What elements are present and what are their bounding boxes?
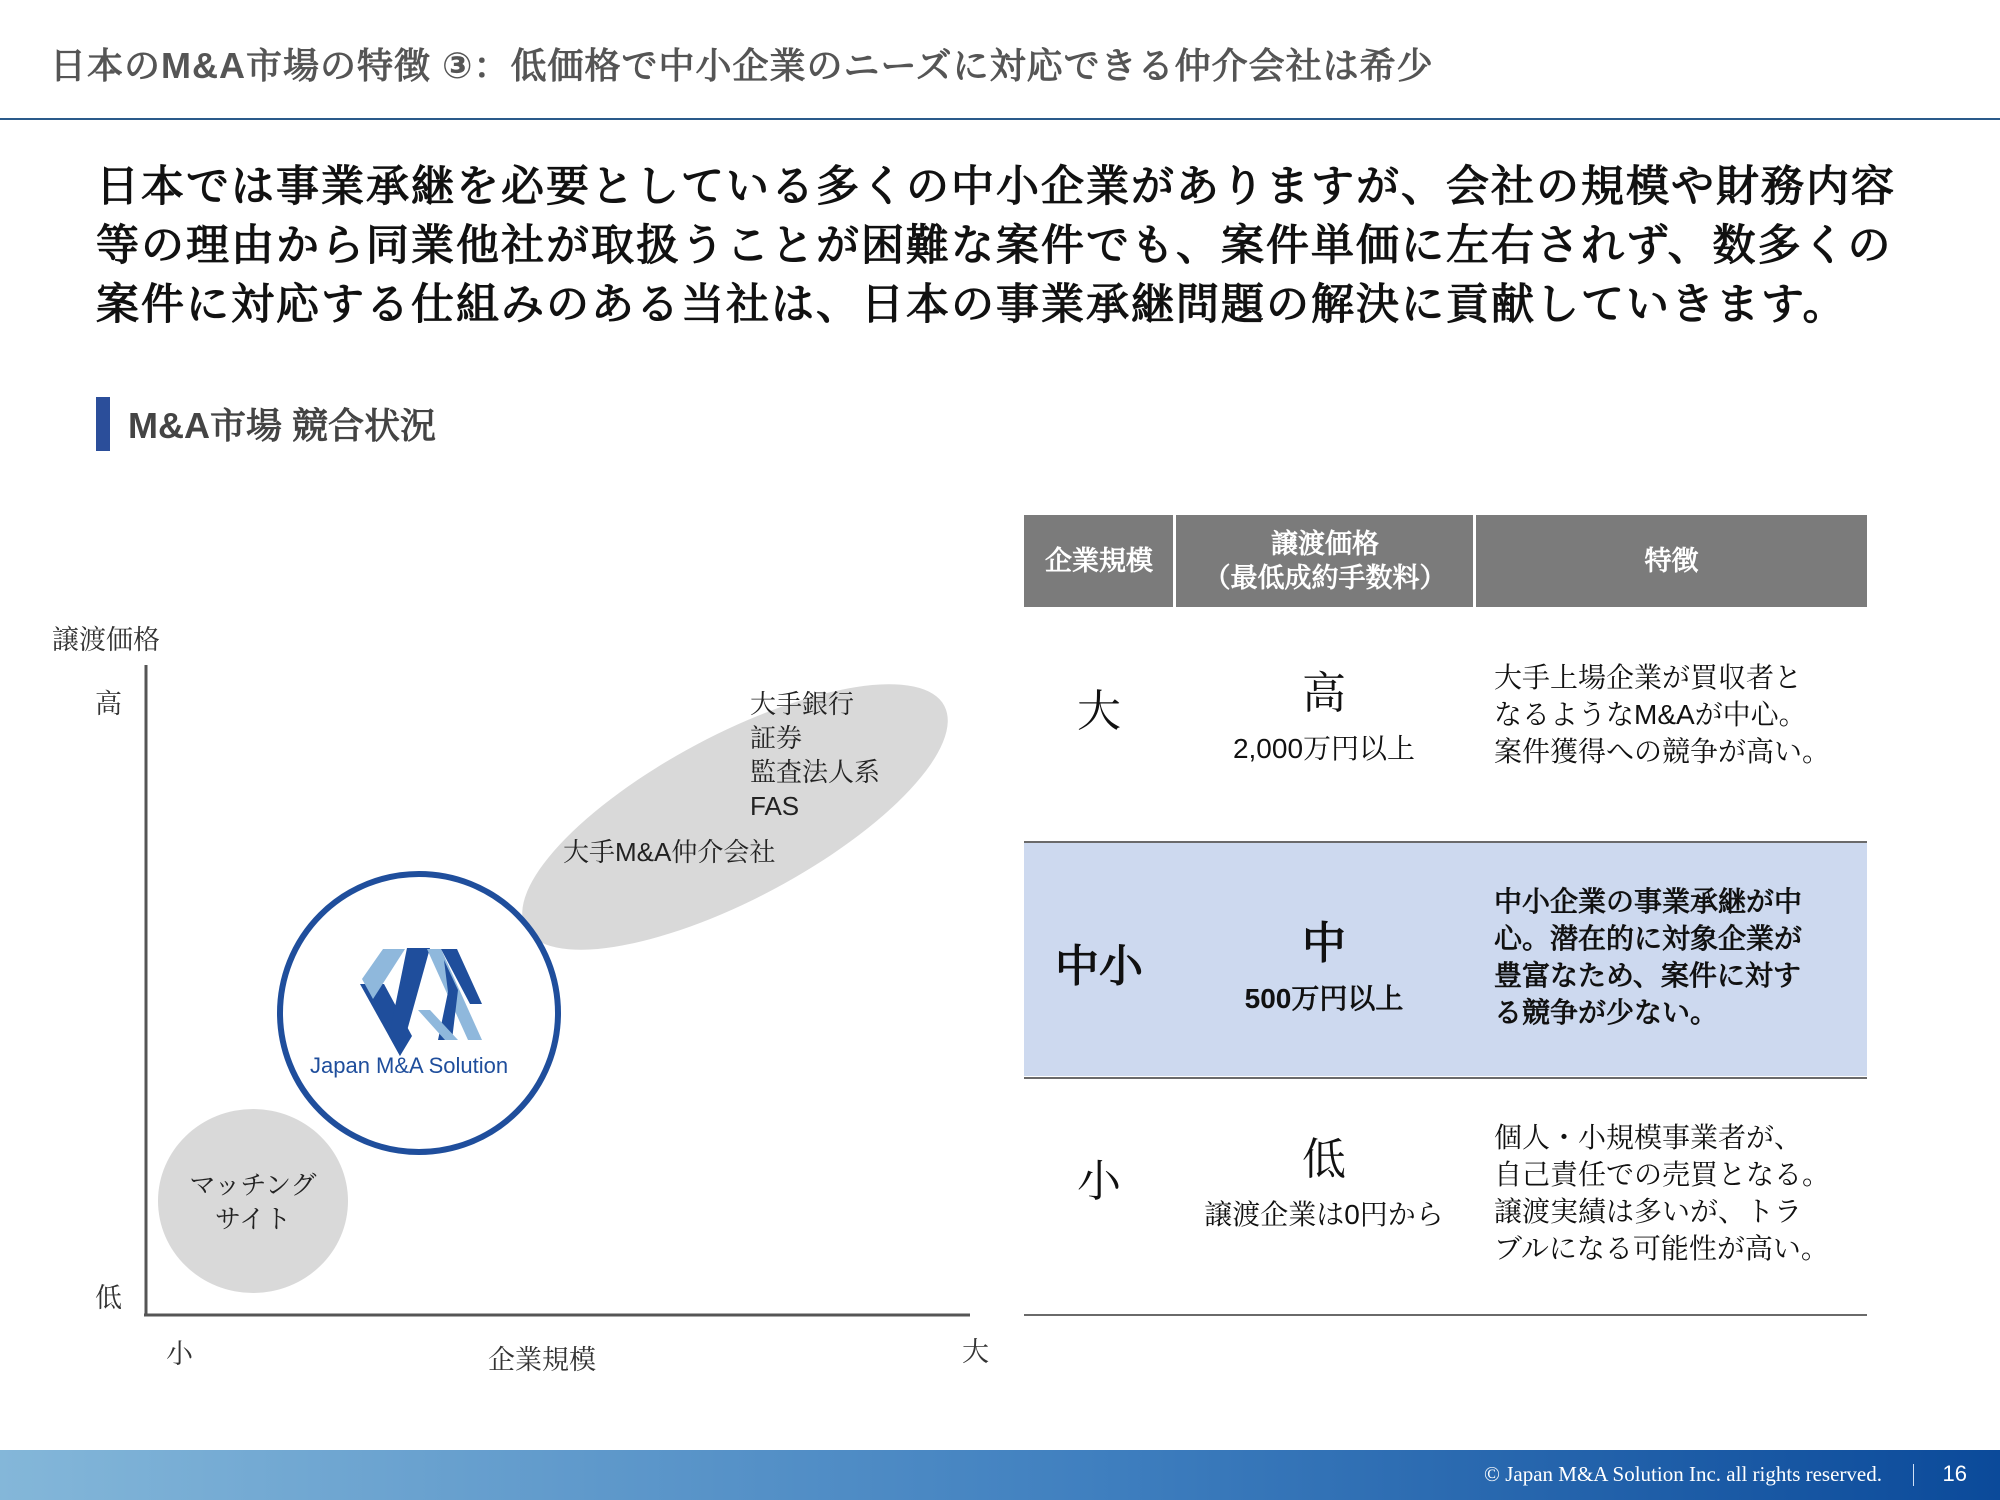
header-size: 企業規模	[1045, 546, 1153, 576]
feature-line: 譲渡実績は多いが、トラ	[1494, 1196, 1803, 1227]
section-marker	[96, 397, 110, 451]
table-row	[1024, 1077, 1867, 1277]
y-axis-high: 高	[95, 689, 122, 719]
cell-price	[1174, 907, 1474, 1017]
bubble-label-line: 証券	[750, 723, 803, 753]
x-axis-label: 企業規模	[488, 1345, 596, 1375]
feature-line: 心。潜在的に対象企業が	[1494, 923, 1803, 954]
price-note: 2,000万円以上	[1232, 733, 1416, 764]
table-row	[1024, 607, 1867, 767]
feature-line: ブルになる可能性が高い。	[1494, 1233, 1829, 1264]
bubble-label-line: サイト	[214, 1204, 292, 1234]
bubble-large-firms	[487, 633, 983, 1000]
lead-line: 日本では事業承継を必要としている多くの中小企業がありますが、会社の規模や財務内容	[96, 163, 1896, 211]
cell-size: 小	[1077, 1157, 1121, 1206]
logo-wordmark: Japan M&A Solution	[310, 1053, 509, 1078]
x-axis-small: 小	[166, 1339, 193, 1369]
header-price-line: （最低成約手数料）	[1203, 563, 1447, 593]
bubble-label-line: FAS	[750, 791, 800, 821]
y-axis-low: 低	[95, 1283, 122, 1313]
y-axis-label: 譲渡価格	[52, 625, 160, 655]
price-level: 中	[1302, 919, 1346, 968]
header-price	[1176, 515, 1474, 607]
price-note: 500万円以上	[1244, 983, 1404, 1014]
price-level: 高	[1302, 669, 1346, 718]
bubble-label-line: 大手銀行	[750, 689, 855, 719]
feature-line: 大手上場企業が買収者と	[1494, 662, 1803, 693]
feature-line: る競争が少ない。	[1494, 997, 1719, 1028]
cell-feature	[1494, 659, 1864, 770]
bubble-label-line: 監査法人系	[750, 757, 881, 787]
brand-circle	[280, 874, 558, 1152]
feature-line: なるようなM&Aが中心。	[1494, 699, 1807, 730]
header-feature: 特徴	[1644, 546, 1699, 576]
feature-line: 豊富なため、案件に対す	[1494, 960, 1801, 991]
copyright: © Japan M&A Solution Inc. all rights reserved.	[1484, 1462, 1882, 1486]
cell-feature	[1494, 1119, 1864, 1267]
page-title: 日本のM&A市場の特徴 ③：低価格で中小企業のニーズに対応できる仲介会社は希少	[50, 45, 1434, 86]
table-divider	[1024, 841, 1867, 843]
lead-line: 案件に対応する仕組みのある当社は、日本の事業承継問題の解決に貢献していきます。	[96, 281, 1848, 329]
cell-price	[1174, 1123, 1474, 1233]
feature-line: 自己責任での売買となる。	[1494, 1159, 1831, 1190]
footer-bar	[0, 1450, 2000, 1500]
bubble-large-sublabel: 大手M&A仲介会社	[563, 837, 776, 867]
bubble-small-label	[158, 1168, 348, 1236]
table-divider	[1024, 1077, 1867, 1079]
table-header	[1024, 515, 1867, 607]
lead-line: 等の理由から同業他社が取扱うことが困難な案件でも、案件単価に左右されず、数多くの	[96, 222, 1893, 270]
section-title: M&A市場 競合状況	[128, 405, 436, 446]
cell-price	[1174, 657, 1474, 767]
cell-size: 中小	[1055, 942, 1143, 991]
x-axis-large: 大	[962, 1337, 989, 1367]
header-price-line: 譲渡価格	[1271, 529, 1379, 559]
footer-divider	[1913, 1464, 1914, 1486]
feature-line: 個人・小規模事業者が、	[1494, 1122, 1803, 1153]
table-row-highlighted	[1024, 842, 1867, 1076]
bubble-label-line: マッチング	[189, 1170, 317, 1200]
price-note: 譲渡企業は0円から	[1204, 1199, 1444, 1230]
cell-feature	[1494, 883, 1864, 1031]
page-number: 16	[1942, 1461, 1967, 1486]
lead-paragraph	[96, 158, 1936, 335]
title-divider	[0, 118, 2000, 120]
positioning-chart	[0, 600, 1000, 1400]
table-divider	[1024, 1314, 1867, 1316]
feature-line: 案件獲得への競争が高い。	[1494, 736, 1831, 767]
bubble-large-label	[750, 687, 880, 823]
feature-line: 中小企業の事業承継が中	[1494, 886, 1803, 917]
cell-size: 大	[1077, 687, 1121, 736]
price-level: 低	[1302, 1135, 1346, 1184]
